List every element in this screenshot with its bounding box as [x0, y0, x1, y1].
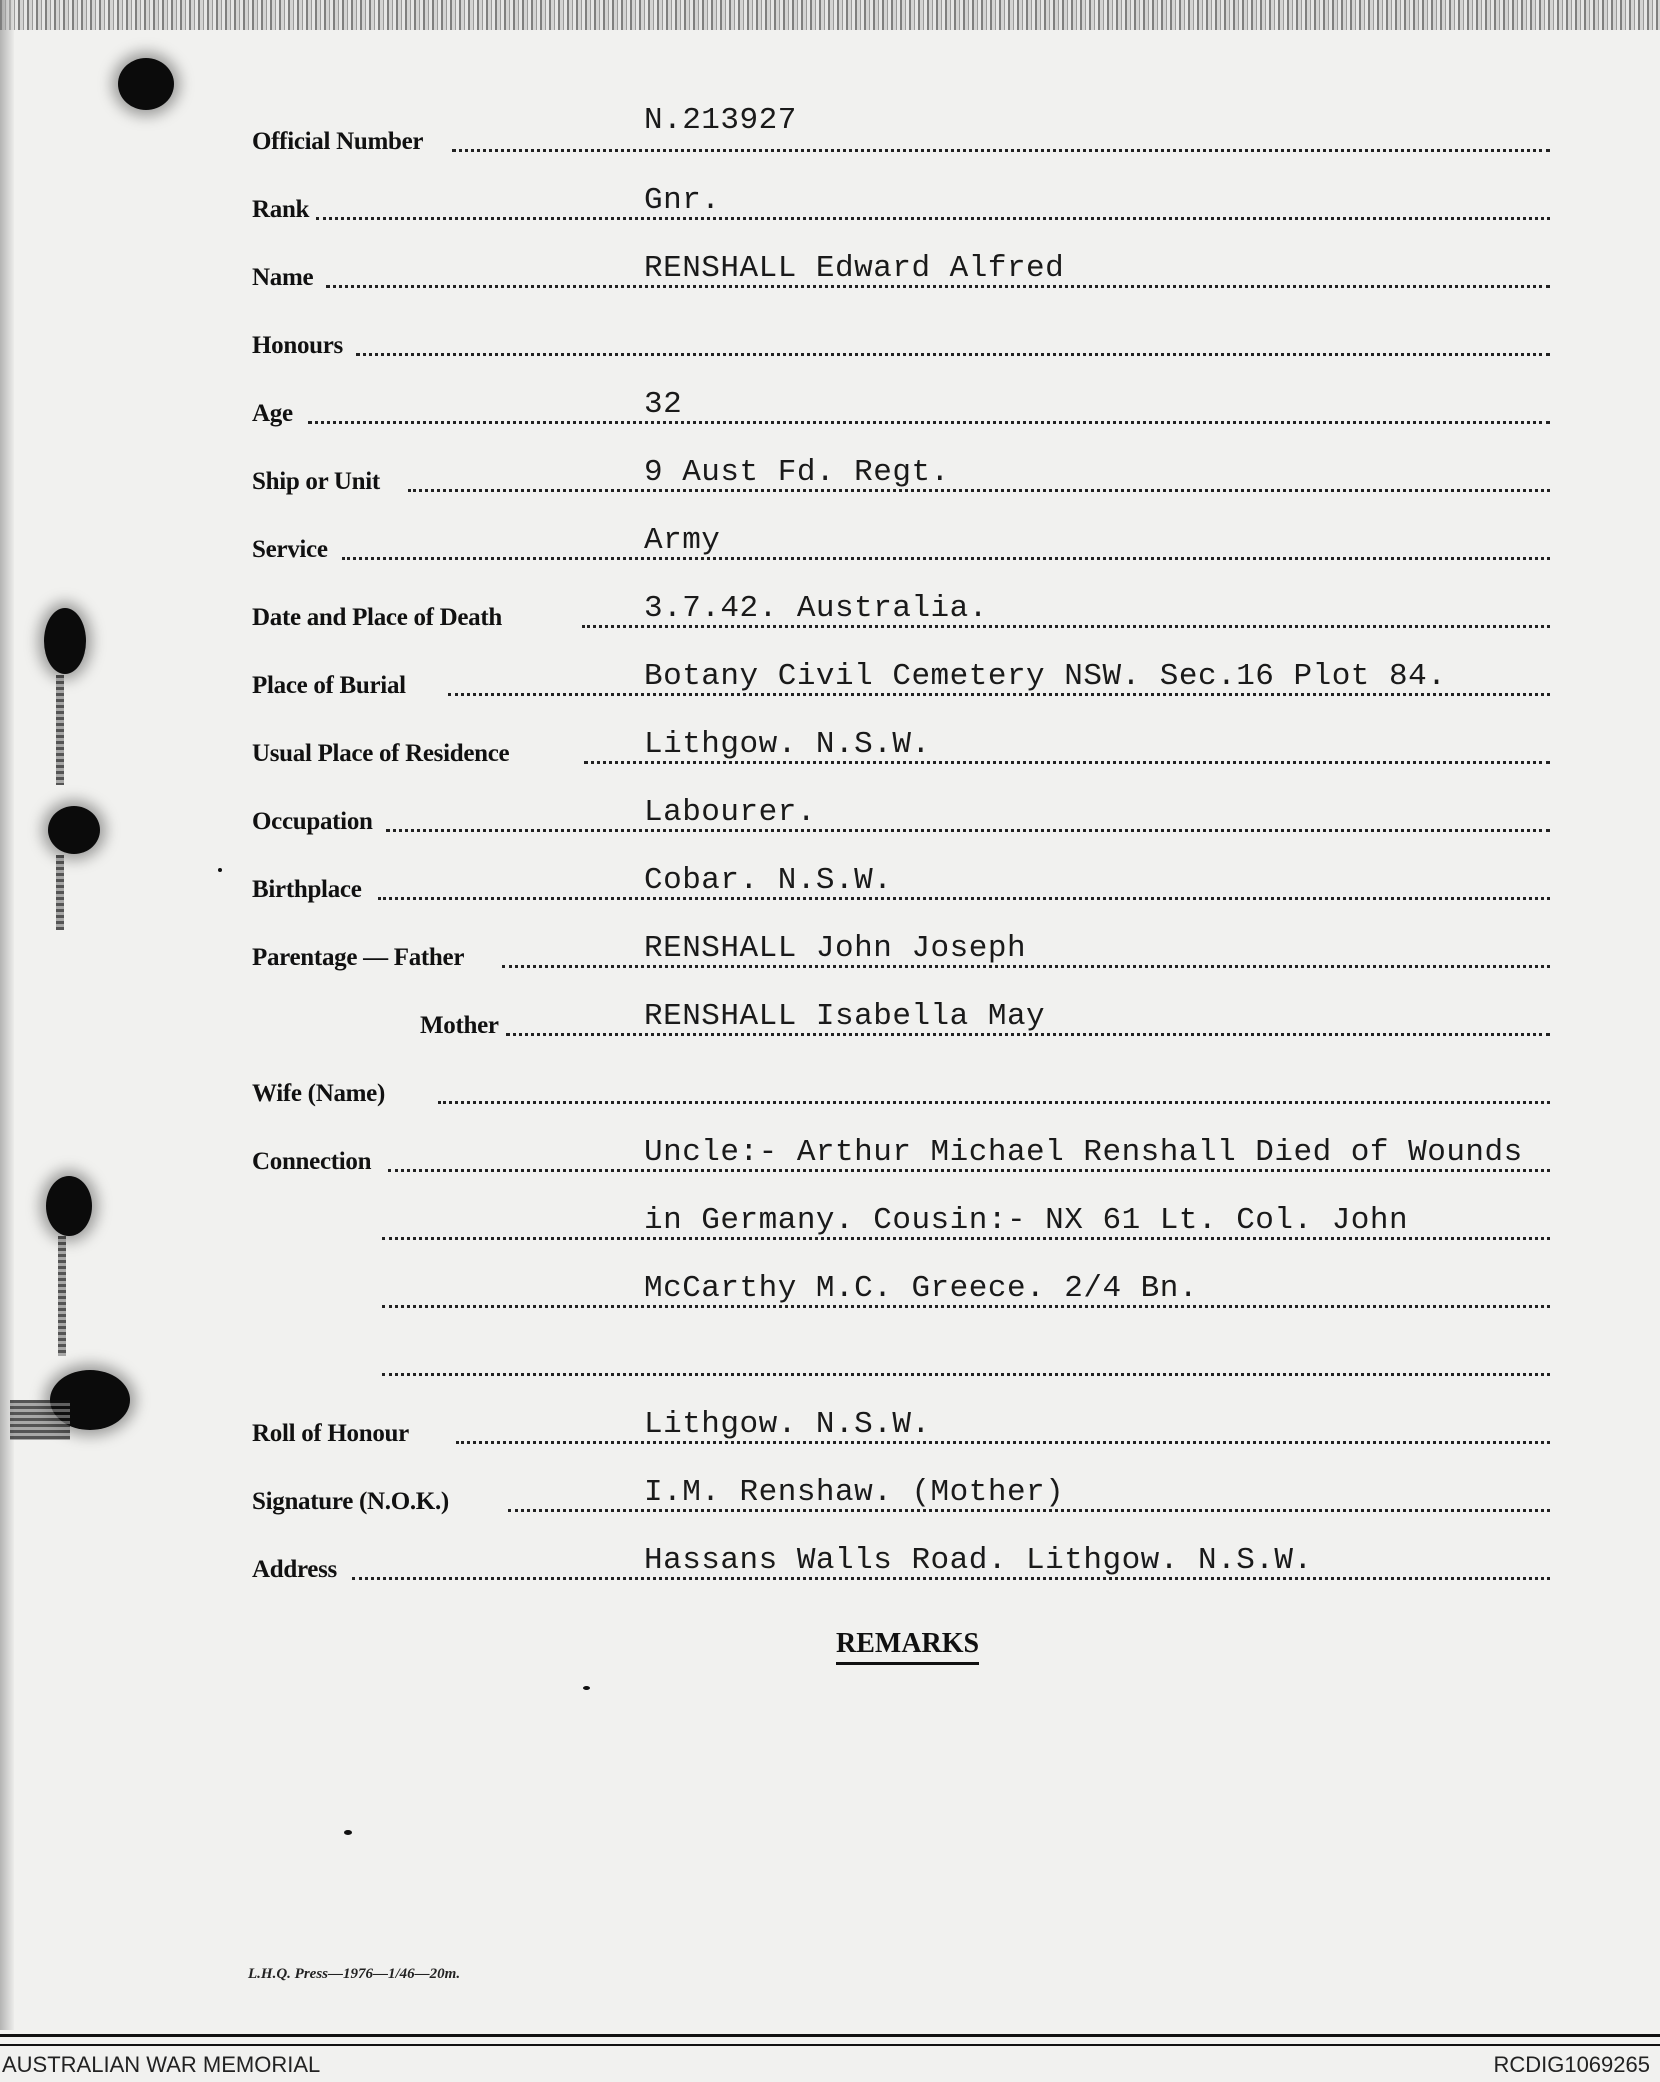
scan-speck [583, 1686, 590, 1690]
scan-streak [10, 1400, 70, 1440]
field-value: Lithgow. N.S.W. [644, 727, 931, 762]
scan-streak [56, 855, 64, 930]
field-label: Official Number [252, 128, 424, 155]
field-label: Address [252, 1556, 337, 1583]
field-label: Signature (N.O.K.) [252, 1488, 449, 1515]
field-value: RENSHALL Isabella May [644, 999, 1046, 1034]
field-label: Service [252, 536, 328, 563]
field-occupation [252, 792, 1550, 842]
field-honours [252, 316, 1550, 366]
scan-speck [344, 1830, 352, 1835]
field-usual-residence [252, 724, 1550, 774]
scan-edge-top [0, 0, 1660, 30]
bottom-rule [0, 2034, 1660, 2037]
field-value: RENSHALL John Joseph [644, 931, 1027, 966]
dotted-leader [438, 1101, 1550, 1104]
scan-edge-left [0, 0, 14, 2030]
field-name [252, 248, 1550, 298]
field-label: Parentage — Father [252, 944, 465, 971]
field-value: Gnr. [644, 183, 721, 218]
dotted-leader [378, 897, 1550, 900]
field-value: McCarthy M.C. Greece. 2/4 Bn. [644, 1271, 1198, 1306]
field-address [252, 1540, 1550, 1590]
field-label: Name [252, 264, 314, 291]
field-connection [252, 1132, 1550, 1182]
field-label: Birthplace [252, 876, 362, 903]
field-value: Cobar. N.S.W. [644, 863, 893, 898]
field-label: Wife (Name) [252, 1080, 385, 1107]
field-value: Army [644, 523, 721, 558]
field-label: Date and Place of Death [252, 604, 502, 631]
field-value: I.M. Renshaw. (Mother) [644, 1475, 1065, 1510]
scan-streak [56, 675, 64, 785]
field-place-of-burial [252, 656, 1550, 706]
remarks-heading: REMARKS [836, 1628, 979, 1665]
field-value: Hassans Walls Road. Lithgow. N.S.W. [644, 1543, 1313, 1578]
dotted-leader [386, 829, 1550, 832]
field-value: Botany Civil Cemetery NSW. Sec.16 Plot 84. [644, 659, 1447, 694]
dotted-leader [356, 353, 1550, 356]
field-label: Connection [252, 1148, 372, 1175]
field-official-number [252, 103, 1550, 162]
dotted-leader [308, 421, 1550, 424]
field-value: RENSHALL Edward Alfred [644, 251, 1065, 286]
field-label: Occupation [252, 808, 373, 835]
field-label: Roll of Honour [252, 1420, 409, 1447]
punch-hole [44, 608, 86, 674]
field-connection-line-4 [252, 1336, 1550, 1386]
field-wife-name [252, 1064, 1550, 1114]
field-label: Ship or Unit [252, 468, 380, 495]
field-label: Mother [420, 1012, 499, 1039]
field-label: Age [252, 400, 293, 427]
punch-hole [48, 806, 100, 854]
dotted-leader [452, 149, 1550, 152]
footer-institution: AUSTRALIAN WAR MEMORIAL [2, 2052, 321, 2077]
field-value: Uncle:- Arthur Michael Renshall Died of Wounds [644, 1135, 1523, 1170]
dotted-leader [382, 1373, 1550, 1376]
field-label: Rank [252, 196, 310, 223]
field-value: 3.7.42. Australia. [644, 591, 988, 626]
field-label: Honours [252, 332, 343, 359]
footer-record-id: RCDIG1069265 [1493, 2052, 1650, 2077]
scan-streak [58, 1236, 66, 1356]
field-rank [252, 180, 1550, 230]
field-date-place-of-death [252, 588, 1550, 638]
field-label: Usual Place of Residence [252, 740, 510, 767]
field-parentage-father [252, 928, 1550, 978]
dotted-leader [342, 557, 1550, 560]
field-value: N.213927 [644, 103, 797, 138]
printer-imprint: L.H.Q. Press—1976—1/46—20m. [248, 1966, 461, 1982]
dotted-leader [316, 217, 1550, 220]
field-connection-line-3 [252, 1268, 1550, 1318]
field-birthplace [252, 860, 1550, 910]
field-ship-or-unit [252, 452, 1550, 502]
field-label: Place of Burial [252, 672, 406, 699]
field-roll-of-honour [252, 1404, 1550, 1454]
field-service [252, 520, 1550, 570]
field-age [252, 384, 1550, 434]
field-value: 9 Aust Fd. Regt. [644, 455, 950, 490]
scan-speck [218, 868, 222, 872]
field-value: Lithgow. N.S.W. [644, 1407, 931, 1442]
dotted-leader [456, 1441, 1550, 1444]
field-value: 32 [644, 387, 683, 422]
punch-hole [46, 1176, 92, 1236]
field-value: in Germany. Cousin:- NX 61 Lt. Col. John [644, 1203, 1409, 1238]
punch-hole [118, 58, 174, 110]
bottom-rule [0, 2044, 1660, 2046]
field-connection-line-2 [252, 1200, 1550, 1250]
dotted-leader [408, 489, 1550, 492]
field-signature-nok [252, 1472, 1550, 1522]
field-parentage-mother [252, 996, 1550, 1046]
field-value: Labourer. [644, 795, 816, 830]
